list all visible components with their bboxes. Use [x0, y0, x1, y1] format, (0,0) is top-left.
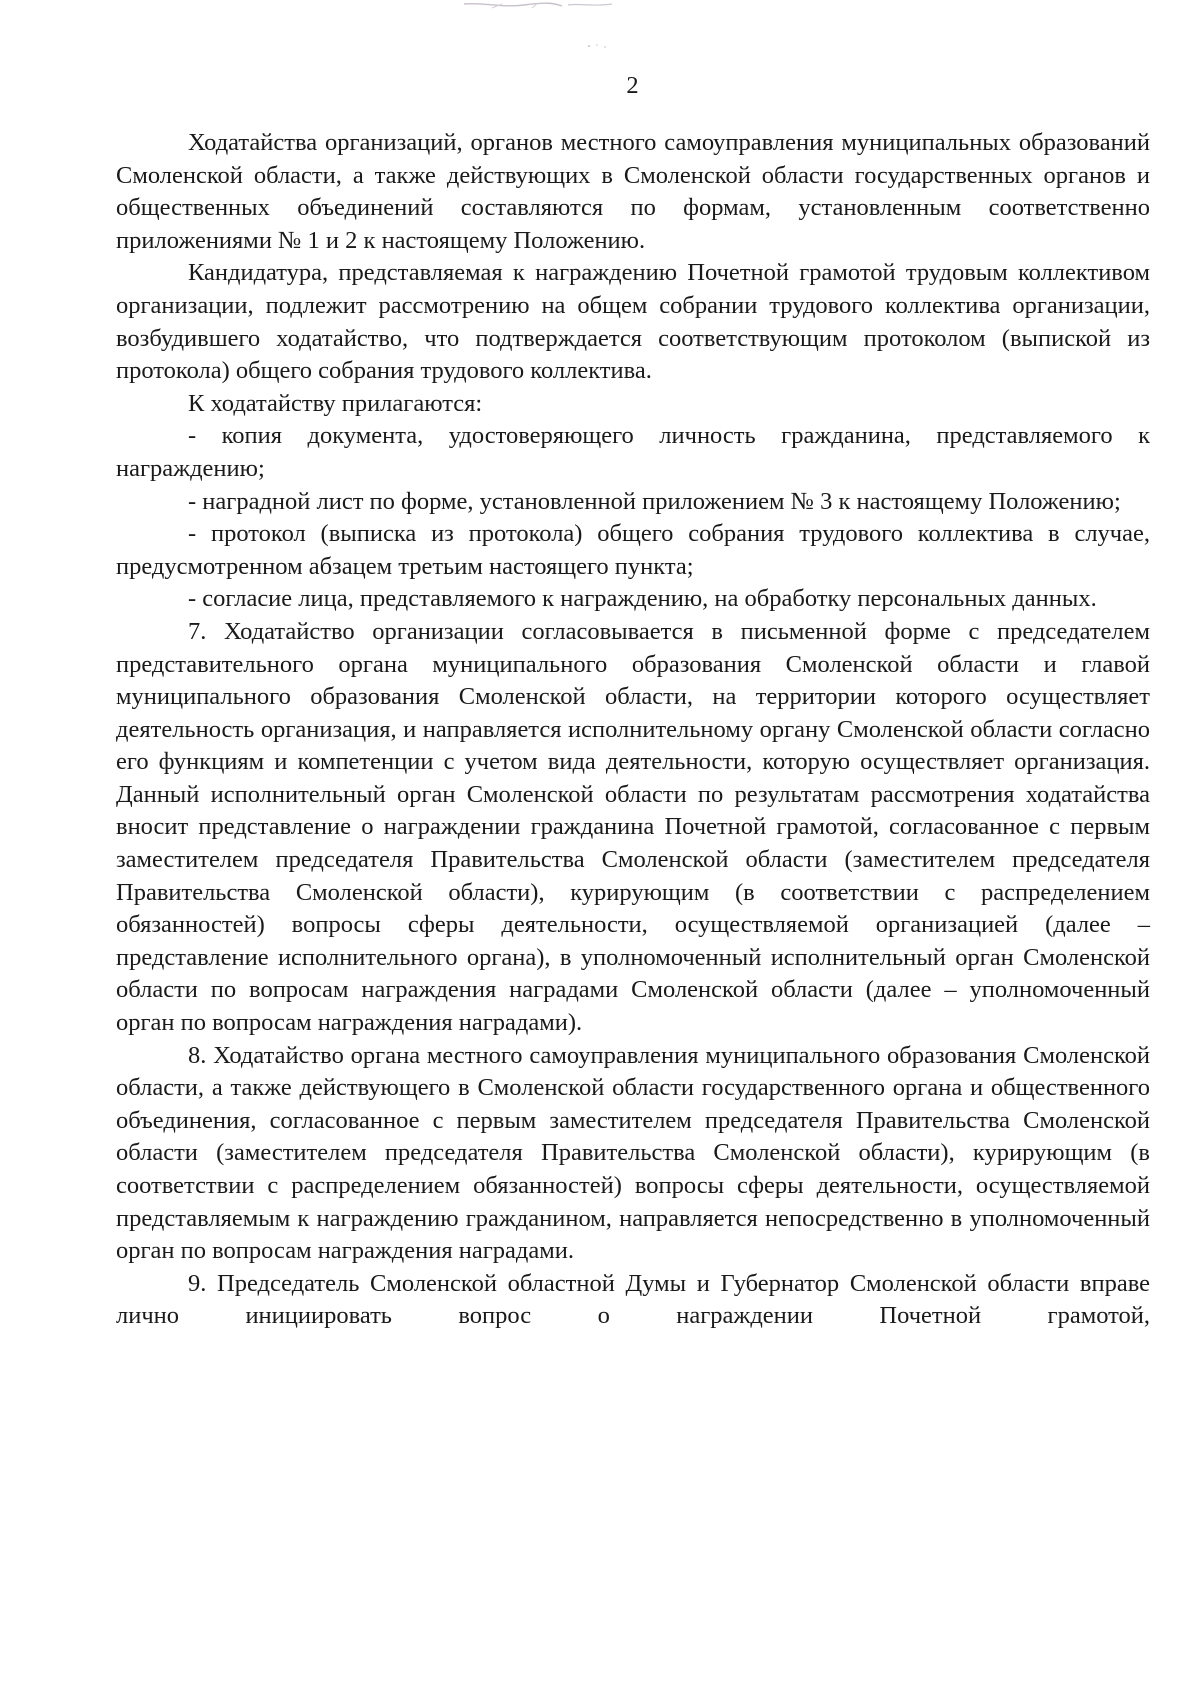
- paragraph-clause-8: 8. Ходатайство органа местного самоуправления муниципального образования Смоленской области, а также действующего в Смоленской области государственного органа и общественного объединения, согласованное с первым заместителем председателя Правительства Смоленской области (заместителем председателя Правительства Смоленской области), курирующим (в соответствии с распределением обязанностей) вопросы сферы деятельности, осуществляемой представляемым к награждению гражданином, направляется непосредственно в уполномоченный орган по вопросам награждения наградами.: [116, 1041, 1150, 1265]
- list-item-identity-document: - копия документа, удостоверяющего личность гражданина, представляемого к награждению;: [116, 422, 1150, 482]
- paragraph-clause-7: 7. Ходатайство организации согласовывается в письменной форме с председателем представительного органа муниципального образования Смоленской области и главой муниципального образования Смоленской области, на территории которого осуществляет деятельность организация, и направляется исполнительному органу Смоленской области согласно его функциям и компетенции с учетом вида деятельности, которую осуществляет организация. Данный исполнительный орган Смоленской области по результатам рассмотрения ходатайства вносит представление о награждении гражданина Почетной грамотой, согласованное с первым заместителем председателя Правительства Смоленской области (заместителем председателя Правительства Смоленской области), курирующим (в соответствии с распределением обязанностей) вопросы сферы деятельности, осуществляемой организацией (далее – представление исполнительного органа), в уполномоченный исполнительный орган Смоленской области по вопросам награждения наградами Смоленской области (далее – уполномоченный орган по вопросам награждения наградами).: [116, 617, 1150, 1037]
- document-body: [116, 127, 1150, 1333]
- scan-artifact-dots: [585, 36, 625, 56]
- list-item-personal-data-consent: - согласие лица, представляемого к награждению, на обработку персональных данных.: [188, 585, 1097, 613]
- list-item-award-sheet: - наградной лист по форме, установленной приложением № 3 к настоящему Положению;: [188, 487, 1121, 515]
- paragraph-petitions-forms: Ходатайства организаций, органов местного самоуправления муниципальных образований Смоленской области, а также действующих в Смоленской области государственных органов и общественных объединений составляются по формам, установленным соответственно приложениями № 1 и 2 к настоящему Положению.: [116, 129, 1150, 254]
- paragraph-clause-9: 9. Председатель Смоленской областной Думы и Губернатор Смоленской области вправе лично инициировать вопрос о награждении Почетной грамотой,: [116, 1269, 1150, 1330]
- scan-artifact-top: [462, 0, 622, 12]
- paragraph-attachments-intro: К ходатайству прилагаются:: [188, 389, 483, 417]
- list-item-meeting-protocol: - протокол (выписка из протокола) общего собрания трудового коллектива в случае, предусмотренном абзацем третьим настоящего пункта;: [116, 520, 1150, 580]
- page-number: 2: [626, 72, 639, 99]
- paragraph-candidate-collective: Кандидатура, представляемая к награждению Почетной грамотой трудовым коллективом организации, подлежит рассмотрению на общем собрании трудового коллектива организации, возбудившего ходатайство, что подтверждается соответствующим протоколом (выпиской из протокола) общего собрания трудового коллектива.: [116, 259, 1150, 385]
